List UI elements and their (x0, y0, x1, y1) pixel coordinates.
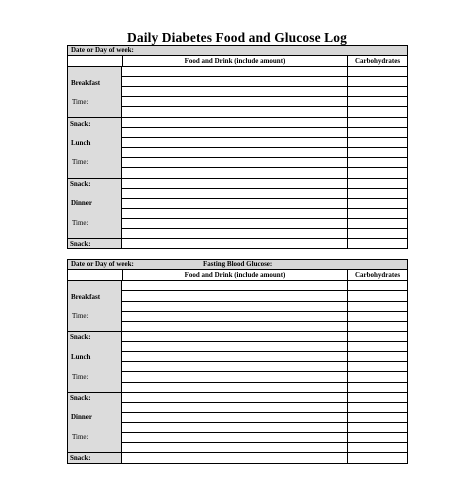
entry-row-line (122, 301, 407, 302)
dinner-time-label: Time: (72, 433, 89, 441)
dinner-time-label: Time: (72, 219, 89, 227)
entry-row-line (68, 331, 407, 332)
entry-row-line (122, 76, 407, 77)
entry-row-line (122, 188, 407, 189)
entry-row-line (122, 96, 407, 97)
log-table-1 (67, 45, 408, 249)
dinner-label: Dinner (71, 413, 92, 421)
date-label: Date or Day of week: (71, 260, 134, 268)
date-label: Date or Day of week: (71, 46, 134, 54)
entry-row-line (68, 117, 407, 118)
entry-row-line (122, 228, 407, 229)
entry-row-line (122, 412, 407, 413)
snack-label-2: Snack: (70, 180, 91, 188)
food-column-header: Food and Drink (include amount) (184, 57, 286, 65)
breakfast-time-label: Time: (72, 98, 89, 106)
entry-row-line (68, 392, 407, 393)
page-title: Daily Diabetes Food and Glucose Log (127, 30, 347, 45)
entry-row-line (122, 361, 407, 362)
snack-label-1: Snack: (70, 120, 91, 128)
carbohydrates-column-header: Carbohydrates (354, 57, 401, 65)
dinner-label: Dinner (71, 199, 92, 207)
entry-row-line (68, 452, 407, 453)
lunch-time-label: Time: (72, 373, 89, 381)
log-table-2 (67, 259, 408, 464)
entry-row-line (122, 311, 407, 312)
entry-row-line (68, 66, 407, 67)
entry-row-line (122, 432, 407, 433)
food-column-header: Food and Drink (include amount) (184, 271, 286, 279)
entry-row-line (122, 137, 407, 138)
lunch-time-label: Time: (72, 158, 89, 166)
entry-row-line (122, 208, 407, 209)
entry-row-line (122, 351, 407, 352)
entry-row-line (122, 167, 407, 168)
date-header-row (68, 260, 407, 269)
entry-row-line (122, 402, 407, 403)
entry-row-line (68, 238, 407, 239)
snack-label-3: Snack: (70, 240, 91, 248)
lunch-label: Lunch (71, 139, 91, 147)
entry-row-line (122, 218, 407, 219)
entry-row-line (122, 290, 407, 291)
entry-row-line (122, 86, 407, 87)
entry-row-line (122, 371, 407, 372)
lunch-label: Lunch (71, 353, 91, 361)
carbohydrates-column-header: Carbohydrates (354, 271, 401, 279)
entry-row-line (68, 280, 407, 281)
entry-row-line (122, 157, 407, 158)
entry-row-line (122, 147, 407, 148)
snack-label-1: Snack: (70, 333, 91, 341)
entry-row-line (122, 321, 407, 322)
breakfast-label: Breakfast (71, 79, 101, 87)
breakfast-label: Breakfast (71, 293, 101, 301)
entry-row-line (122, 341, 407, 342)
snack-label-3: Snack: (70, 454, 91, 462)
entry-row-line (122, 442, 407, 443)
entry-row-line (122, 127, 407, 128)
entry-row-line (122, 422, 407, 423)
entry-row-line (122, 382, 407, 383)
date-header-row (68, 46, 407, 55)
fasting-glucose-label: Fasting Blood Glucose: (203, 260, 273, 268)
entry-row-line (122, 106, 407, 107)
entry-row-line (68, 178, 407, 179)
snack-label-2: Snack: (70, 394, 91, 402)
entry-row-line (122, 198, 407, 199)
breakfast-time-label: Time: (72, 312, 89, 320)
